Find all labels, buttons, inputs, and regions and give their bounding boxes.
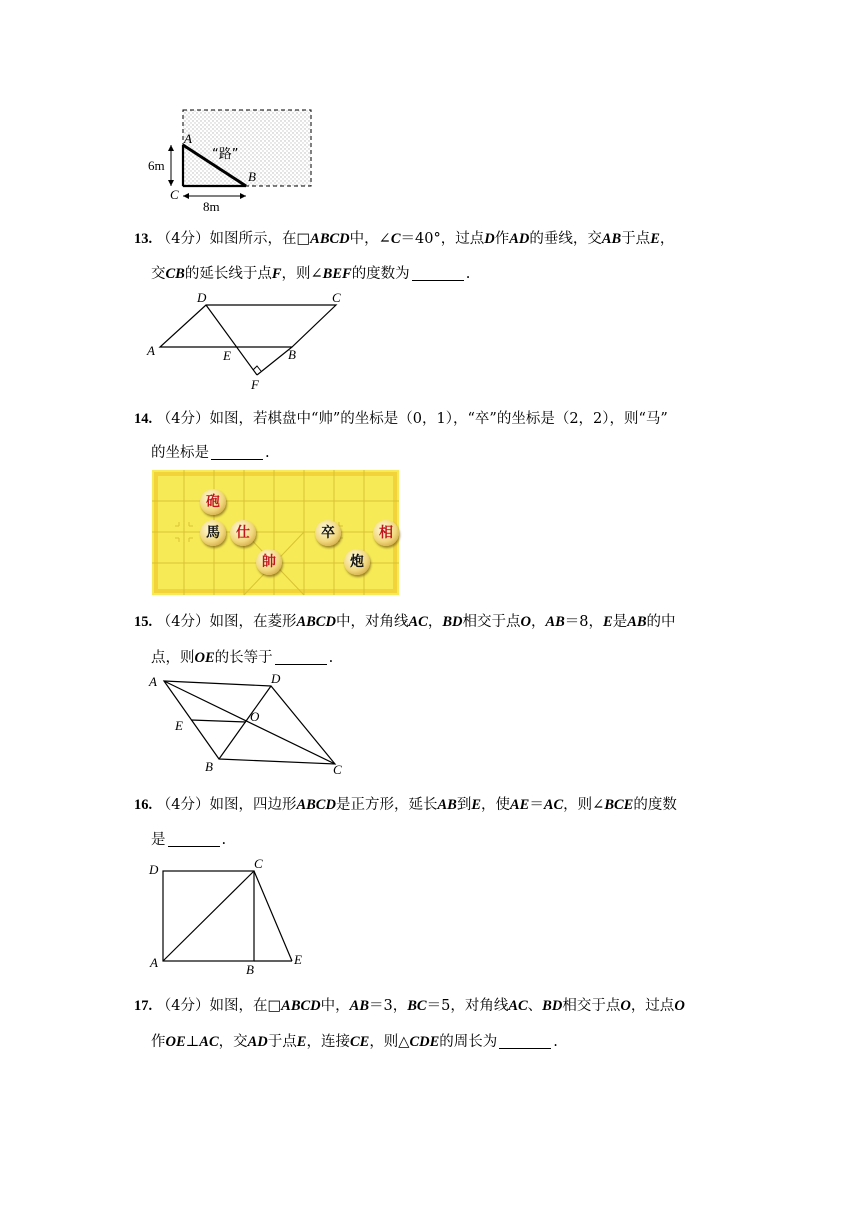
q17-text: ＝3， — [369, 998, 408, 1014]
q13-text: . — [465, 266, 471, 282]
parallelogram-symbol: □ — [296, 231, 311, 247]
var-ad: AD — [509, 231, 530, 247]
fig15-label-o: O — [250, 709, 260, 724]
var-e: E — [471, 797, 481, 813]
q13-text: 交 — [151, 266, 166, 282]
var-oe: OE — [165, 1034, 186, 1050]
q15-text: ＝8， — [564, 614, 604, 630]
var-cb: CB — [165, 266, 185, 282]
q13-text: 于点 — [621, 231, 651, 247]
label-a: A — [184, 131, 192, 146]
q17-text: 、 — [527, 998, 543, 1014]
q13-text: ，则∠ — [281, 266, 323, 282]
q16-text: 如图，四边形 — [209, 797, 297, 813]
fig15-label-c: C — [333, 762, 342, 777]
q17-score: （4分） — [156, 998, 210, 1014]
q14-text: . — [265, 445, 270, 461]
q17-text: 的周长为 — [439, 1034, 498, 1050]
q17-text: 如图，在 — [209, 998, 268, 1014]
var-bc: BC — [407, 998, 427, 1014]
fig15-label-d: D — [271, 671, 281, 686]
fig13-label-e: E — [223, 348, 231, 363]
var-ab: AB — [437, 797, 457, 813]
var-ad: AD — [247, 1034, 268, 1050]
fig16-label-c: C — [254, 856, 263, 871]
q16-text: 到 — [456, 797, 472, 813]
q17-text: 相交于点 — [562, 998, 621, 1014]
var-bef: BEF — [322, 266, 352, 282]
q15-text: 点，则 — [151, 650, 195, 666]
piece-shuai: 帥 — [256, 549, 282, 575]
var-abcd: ABCD — [296, 797, 336, 813]
q15-text: 的中 — [646, 614, 676, 630]
var-abcd: ABCD — [310, 231, 350, 247]
var-o: O — [520, 614, 531, 630]
q15-text: ， — [427, 614, 443, 630]
var-e: E — [650, 231, 660, 247]
piece-shi: 仕 — [230, 520, 256, 546]
q16-text: . — [221, 832, 227, 848]
q15-text: 相交于点 — [462, 614, 521, 630]
q15-score: （4分） — [156, 614, 210, 630]
q13-text: 的度数为 — [351, 266, 410, 282]
q13-text: 中，∠ — [349, 231, 391, 247]
var-bd: BD — [542, 998, 563, 1014]
var-e: E — [603, 614, 613, 630]
q17-line1 — [134, 994, 685, 1015]
q17-text: ，过点 — [630, 998, 675, 1014]
q15-number: 15. — [134, 614, 153, 630]
var-d: D — [484, 231, 495, 247]
q16-text: 是 — [151, 832, 166, 848]
var-e: E — [296, 1034, 307, 1050]
fig13-label-c: C — [332, 290, 341, 305]
q13-text: 的延长线于点 — [184, 266, 272, 282]
piece-xiang: 相 — [373, 520, 399, 546]
fig16-label-a: A — [150, 955, 158, 970]
q17-text: ＝5，对角线 — [426, 998, 509, 1014]
var-ae: AE — [509, 797, 530, 813]
fig16-label-b: B — [246, 962, 254, 977]
q16-text: 的度数 — [633, 797, 677, 813]
q13-text: 作 — [494, 231, 510, 247]
var-cde: CDE — [409, 1034, 440, 1050]
var-ab: AB — [349, 998, 370, 1014]
q13-text: 的垂线，交 — [529, 231, 602, 247]
q14-number: 14. — [134, 411, 153, 427]
fig15-label-a: A — [149, 674, 157, 689]
var-bd: BD — [442, 614, 463, 630]
var-ac: AC — [408, 614, 428, 630]
var-abcd: ABCD — [296, 614, 336, 630]
var-ab: AB — [601, 231, 622, 247]
fig16-label-e: E — [294, 952, 302, 967]
q17-number: 17. — [134, 998, 153, 1014]
var-oe: OE — [194, 650, 215, 666]
piece-pao-red: 砲 — [200, 489, 226, 515]
var-ac: AC — [199, 1034, 219, 1050]
piece-pao-black: 炮 — [344, 549, 370, 575]
q13-text: ， — [659, 231, 675, 247]
parallelogram-symbol: □ — [267, 998, 282, 1014]
label-b: B — [248, 169, 256, 184]
q16-text: ，使 — [480, 797, 510, 813]
width-label: 8m — [203, 199, 220, 214]
var-bce: BCE — [604, 797, 634, 813]
q17-line2 — [151, 1030, 558, 1051]
var-ab: AB — [627, 614, 647, 630]
q14-text: 的坐标是 — [151, 445, 209, 461]
q14-text: 如图，若棋盘中“帅”的坐标是（0，1），“卒”的坐标是（2，2），则“马” — [209, 411, 668, 427]
q13-text: ＝40°，过点 — [400, 231, 485, 247]
fig16-label-d: D — [149, 862, 159, 877]
var-ac: AC — [508, 998, 528, 1014]
piece-zu: 卒 — [315, 520, 341, 546]
q17-text: ，连接 — [306, 1034, 350, 1050]
var-o: O — [674, 998, 685, 1014]
q17-text: . — [553, 1034, 558, 1050]
q17-text: 中， — [320, 998, 350, 1014]
piece-ma: 馬 — [200, 520, 226, 546]
q13-score: （4分） — [156, 231, 210, 247]
var-o: O — [620, 998, 631, 1014]
var-ab: AB — [545, 614, 565, 630]
q13-number: 13. — [134, 231, 153, 247]
q15-text: 中，对角线 — [335, 614, 409, 630]
q15-text: 的长等于 — [214, 650, 273, 666]
fig15-label-e: E — [175, 718, 183, 733]
q17-text: 于点 — [267, 1034, 297, 1050]
var-ac: AC — [543, 797, 564, 813]
answer-blank — [499, 1034, 551, 1049]
height-label: 6m — [148, 158, 165, 173]
q17-text: ，交 — [218, 1034, 248, 1050]
q16-text: 是正方形，延长 — [335, 797, 438, 813]
fig13-label-b: B — [288, 347, 296, 362]
q15-text: 如图，在菱形 — [209, 614, 297, 630]
label-c: C — [170, 187, 179, 202]
q15-text: ， — [530, 614, 546, 630]
fig15-label-b: B — [205, 759, 213, 774]
var-ce: CE — [349, 1034, 370, 1050]
q17-text: ，则△ — [369, 1034, 410, 1050]
var-abcd: ABCD — [281, 998, 321, 1014]
q16-text: ，则∠ — [563, 797, 605, 813]
q14-score: （4分） — [156, 411, 210, 427]
q16-number: 16. — [134, 797, 153, 813]
fig13-label-d: D — [197, 290, 207, 305]
q17-text: 作 — [151, 1034, 166, 1050]
q16-score: （4分） — [156, 797, 210, 813]
q15-text: 是 — [612, 614, 628, 630]
fig13-label-a: A — [147, 343, 155, 358]
q13-text: 如图所示，在 — [209, 231, 297, 247]
q16-text: ＝ — [529, 797, 544, 813]
q17-text: ⊥ — [185, 1034, 200, 1050]
var-f: F — [271, 266, 282, 282]
fig13-label-f: F — [251, 377, 259, 392]
road-label: “路” — [212, 147, 239, 162]
var-c: C — [390, 231, 401, 247]
q15-text: . — [328, 650, 334, 666]
